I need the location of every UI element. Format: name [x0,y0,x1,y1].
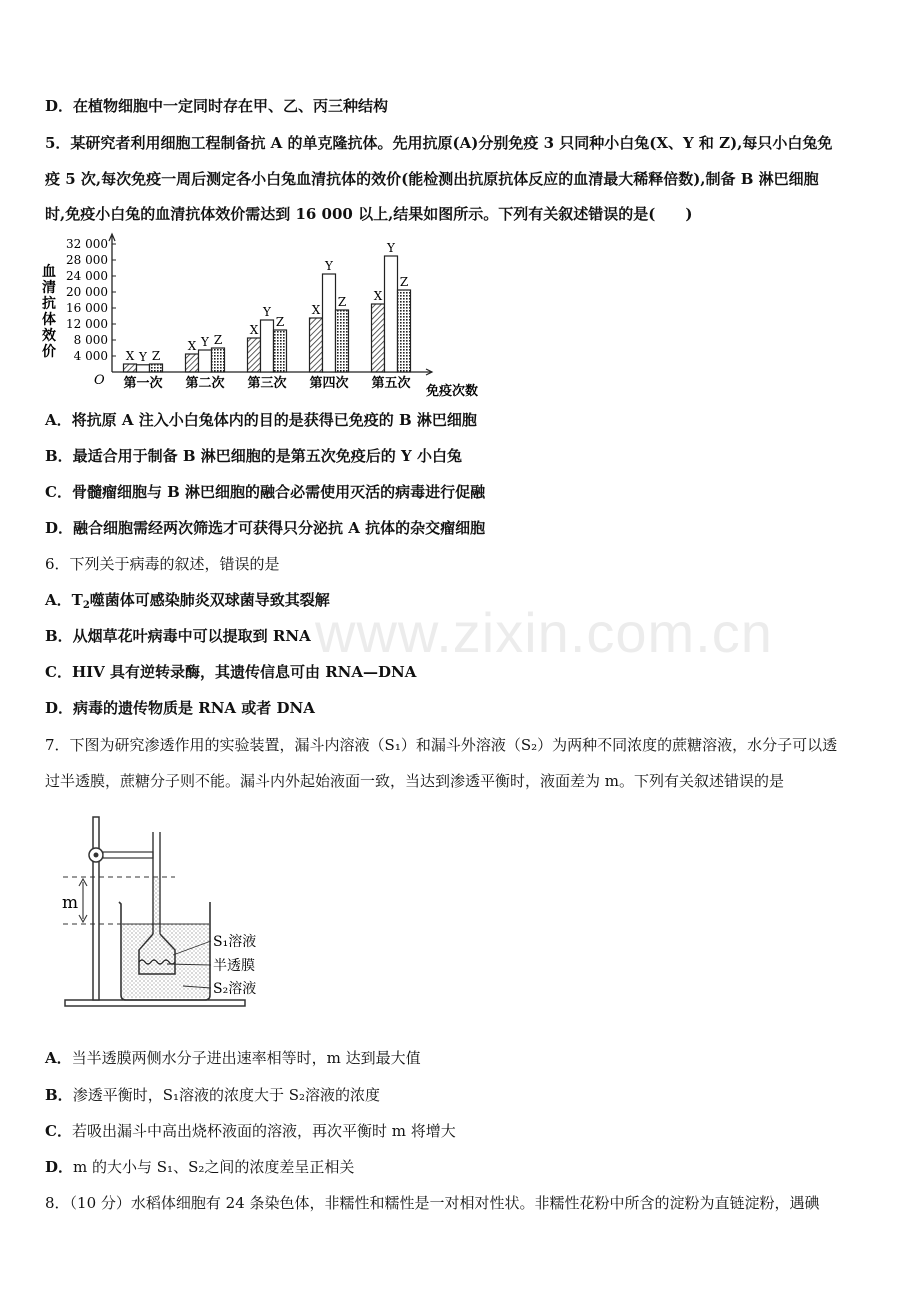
bar-label-y: Y [139,349,147,364]
bar-y [261,320,274,372]
y-tick-label: 12 000 [66,317,108,331]
membrane-label: 半透膜 [213,958,255,974]
stand-pole [93,817,99,1000]
bar-x [310,318,323,372]
x-category-label: 第五次 [371,376,411,391]
bar-label-y: Y [201,335,209,349]
q4-option-d: D．在植物细胞中一定同时存在甲、乙、丙三种结构 [45,97,389,115]
q7-stem-line2: 过半透膜，蔗糖分子则不能。漏斗内外起始液面一致，当达到渗透平衡时，液面差为 m。下列有关叙述错误的是 [45,772,784,790]
bar-label-z: Z [337,295,347,309]
q6-option-a-prefix: A．T [45,591,83,609]
watermark: www.zixin.com.cn [315,601,773,664]
stand-base [65,1000,245,1006]
bar-label-x: X [125,349,135,363]
bar-x [248,338,261,372]
q5-stem-line1: 5．某研究者利用细胞工程制备抗 A 的单克隆抗体。先用抗原(A)分别免疫 3 只同种小白兔(X、Y 和 Z),每只小白兔免 [45,134,833,152]
q7-option-c: C．若吸出漏斗中高出烧杯液面的溶液，再次平衡时 m 将增大 [45,1122,456,1140]
q5-option-b: B．最适合用于制备 B 淋巴细胞的是第五次免疫后的 Y 小白兔 [45,447,462,465]
y-axis-label-char: 体 [42,312,56,328]
y-tick-label: 20 000 [66,285,108,299]
osmosis-apparatus-figure [55,812,295,1012]
y-tick-label: 24 000 [66,269,108,283]
origin-label: O [94,373,105,388]
q5-option-a: A．将抗原 A 注入小白兔体内的目的是获得已免疫的 B 淋巴细胞 [45,411,477,429]
bar-label-y: Y [387,241,395,255]
bar-label-z: Z [151,349,161,363]
bar-x [372,304,385,372]
bar-y [385,256,398,372]
bar-z [150,364,163,372]
bar-label-x: X [249,323,259,337]
q6-option-a-sub: 2 [82,600,90,611]
bar-z [398,290,411,372]
y-axis-label-char: 清 [42,280,56,296]
q6-option-b: B．从烟草花叶病毒中可以提取到 RNA [45,627,311,645]
s1-label: S₁溶液 [213,934,257,950]
q6-option-a-suffix: 噬菌体可感染肺炎双球菌导致其裂解 [89,591,330,609]
bar-label-x: X [311,303,321,317]
y-tick-label: 4 000 [73,349,108,363]
bar-label-z: Z [399,275,409,289]
clamp-arm [103,852,153,858]
x-axis-label: 免疫次数 [426,384,479,399]
q6-option-a [45,590,880,616]
q5-option-d: D．融合细胞需经两次筛选才可获得只分泌抗 A 抗体的杂交瘤细胞 [45,519,486,537]
q7-stem-line1: 7．下图为研究渗透作用的实验装置，漏斗内溶液（S₁）和漏斗外溶液（S₂）为两种不同浓度的蔗糖溶液，水分子可以透 [45,736,838,754]
q6-option-d: D．病毒的遗传物质是 RNA 或者 DNA [45,699,315,717]
x-category-label: 第四次 [309,376,349,391]
q6-stem: 6．下列关于病毒的叙述，错误的是 [45,555,280,573]
q5-option-c: C．骨髓瘤细胞与 B 淋巴细胞的融合必需使用灭活的病毒进行促融 [45,483,486,501]
y-tick-label: 8 000 [73,333,108,347]
bar-label-y: Y [325,259,333,273]
q5-stem-line2: 疫 5 次,每次免疫一周后测定各小白兔血清抗体的效价(能检测出抗原抗体反应的血清最大稀释倍数),制备 B 淋巴细胞 [45,170,819,188]
q7-option-b: B．渗透平衡时，S₁溶液的浓度大于 S₂溶液的浓度 [45,1086,381,1104]
bar-x [186,354,199,372]
y-axis-label-char: 抗 [42,296,56,312]
y-tick-label: 28 000 [66,253,108,267]
bar-label-x: X [373,289,383,303]
antibody-titer-chart [40,232,500,400]
bar-z [212,348,225,372]
bar-y [137,365,150,372]
q7-option-a: A．当半透膜两侧水分子进出速率相等时，m 达到最大值 [45,1049,421,1067]
x-category-label: 第一次 [123,376,163,391]
q5-stem-line3: 时,免疫小白兔的血清抗体效价需达到 16 000 以上,结果如图所示。下列有关叙述错误的是( ) [45,205,693,223]
q8-stem-line1: 8．（10 分）水稻体细胞有 24 条染色体，非糯性和糯性是一对相对性状。非糯性花粉中所含的淀粉为直链淀粉，遇碘 [45,1194,820,1212]
q7-option-d: D．m 的大小与 S₁、S₂之间的浓度差呈正相关 [45,1158,355,1176]
y-tick-label: 16 000 [66,301,108,315]
bar-label-y: Y [263,305,271,319]
s2-label: S₂溶液 [213,981,257,997]
bar-y [323,274,336,372]
bar-label-z: Z [275,315,285,329]
x-category-label: 第二次 [185,376,225,391]
bar-x [124,364,137,372]
y-axis-label-char: 血 [42,264,56,280]
bar-label-x: X [187,339,197,353]
bar-label-z: Z [213,333,223,347]
m-label: m [62,893,79,913]
x-category-label: 第三次 [247,376,287,391]
y-axis-label-char: 价 [42,344,56,360]
y-axis-label-char: 效 [42,328,56,344]
bar-z [274,330,287,372]
y-tick-label: 32 000 [66,237,108,251]
bar-z [336,310,349,372]
bar-y [199,350,212,372]
q6-option-c: C．HIV 具有逆转录酶，其遗传信息可由 RNA—DNA [45,663,417,681]
